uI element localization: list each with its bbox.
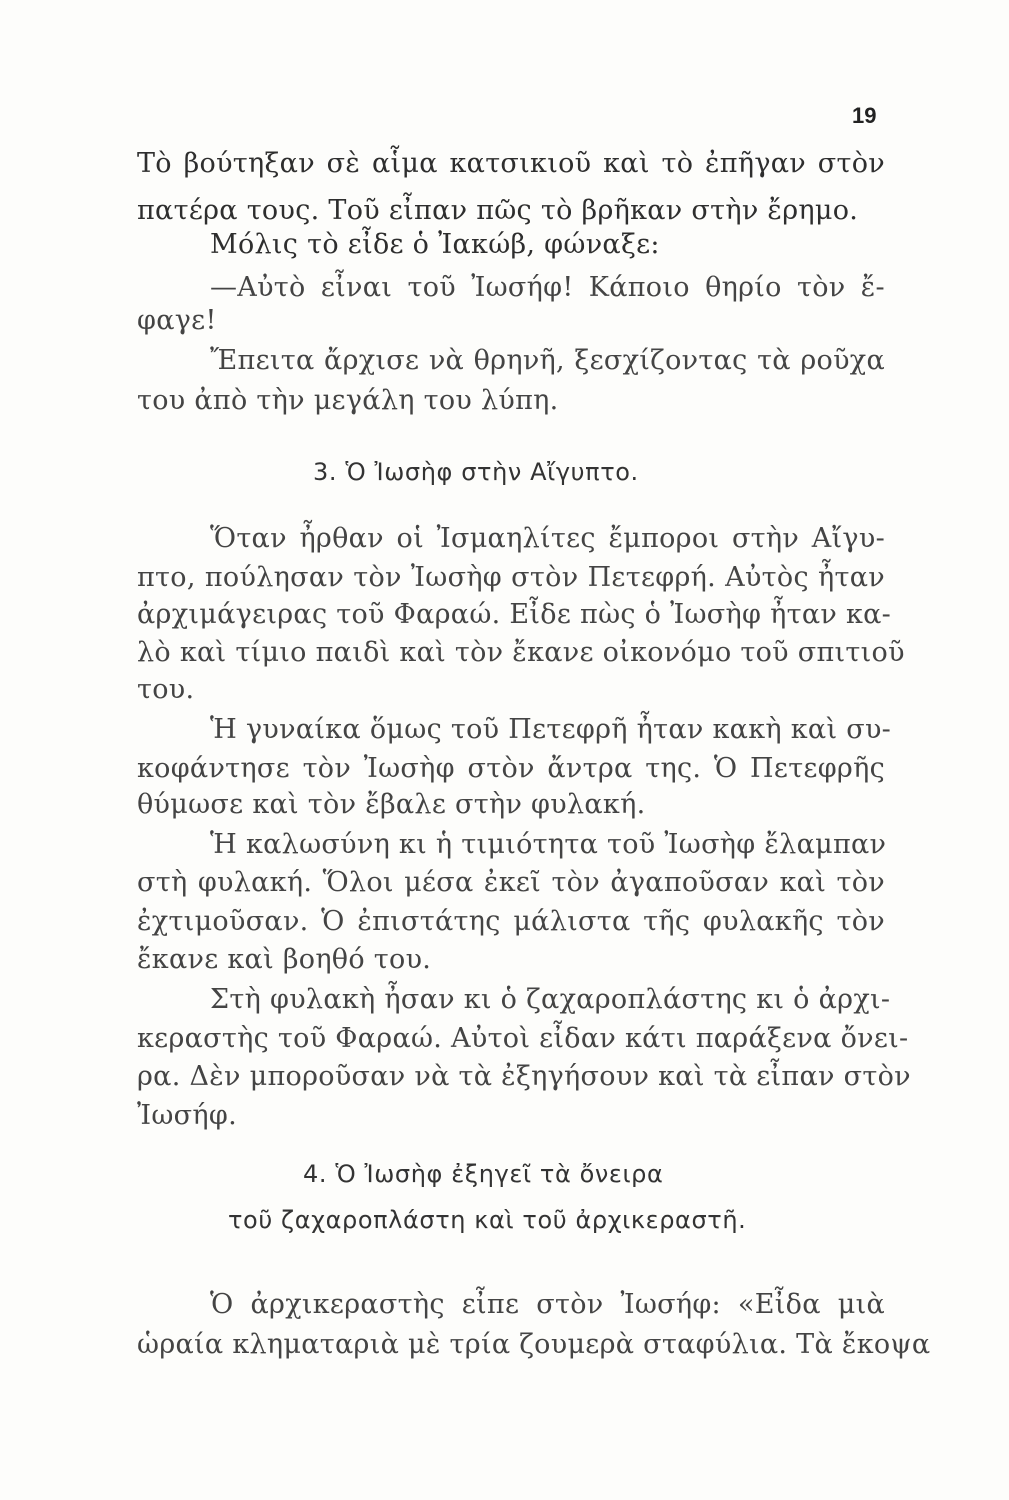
text-line: λὸ καὶ τίμιο παιδὶ καὶ τὸν ἔκανε οἰκονόμο τοῦ σπιτιοῦ [137, 637, 905, 668]
text-line: πατέρα τους. Τοῦ εἶπαν πῶς τὸ βρῆκαν στὴν ἔρημο. [137, 195, 859, 226]
text-line: ἔκανε καὶ βοηθό του. [137, 944, 432, 975]
text-line: Στὴ φυλακὴ ἦσαν κι ὁ ζαχαροπλάστης κι ὁ ἀρχι- [210, 984, 891, 1015]
text-line: στὴ φυλακή. Ὅλοι μέσα ἐκεῖ τὸν ἀγαποῦσαν καὶ τὸν [137, 867, 885, 898]
text-line: Ὁ ἀρχικεραστὴς εἶπε στὸν Ἰωσήφ: «Εἶδα μιὰ [210, 1289, 885, 1320]
text-line: φαγε! [137, 305, 217, 336]
text-line: του. [137, 674, 195, 705]
text-line: —Αὐτὸ εἶναι τοῦ Ἰωσήφ! Κάποιο θηρίο τὸν ἔ- [210, 272, 885, 303]
text-line: Ἰωσήφ. [137, 1100, 237, 1131]
text-line: Ὅταν ἦρθαν οἱ Ἰσμαηλίτες ἔμποροι στὴν Αἴγυ- [210, 523, 885, 554]
text-line: Τὸ βούτηξαν σὲ αἷμα κατσικιοῦ καὶ τὸ ἐπῆγαν στὸν [137, 148, 885, 179]
text-line: ἀρχιμάγειρας τοῦ Φαραώ. Εἶδε πὼς ὁ Ἰωσὴφ ἦταν κα- [137, 599, 892, 630]
text-line: Ἡ καλωσύνη κι ἡ τιμιότητα τοῦ Ἰωσὴφ ἔλαμπαν [210, 829, 887, 860]
text-line: Ἔπειτα ἄρχισε νὰ θρηνῆ, ξεσχίζοντας τὰ ροῦχα [210, 345, 885, 376]
section-heading-4: 4. Ὁ Ἰωσὴφ ἐξηγεῖ τὰ ὄνειρα [303, 1160, 664, 1188]
text-line: πτο, πούλησαν τὸν Ἰωσὴφ στὸν Πετεφρή. Αὐτὸς ἦταν [137, 562, 885, 593]
text-line: Μόλις τὸ εἶδε ὁ Ἰακώβ, φώναξε: [210, 229, 660, 260]
text-line: ρα. Δὲν μποροῦσαν νὰ τὰ ἐξηγήσουν καὶ τὰ εἶπαν στὸν [137, 1061, 911, 1092]
text-line: κεραστὴς τοῦ Φαραώ. Αὐτοὶ εἶδαν κάτι παράξενα ὄνει- [137, 1023, 909, 1054]
text-line: ἐχτιμοῦσαν. Ὁ ἐπιστάτης μάλιστα τῆς φυλακῆς τὸν [137, 906, 885, 937]
text-line: θύμωσε καὶ τὸν ἔβαλε στὴν φυλακή. [137, 789, 646, 820]
text-line: του ἀπὸ τὴν μεγάλη του λύπη. [137, 385, 559, 416]
text-line: κοφάντησε τὸν Ἰωσὴφ στὸν ἄντρα της. Ὁ Πετεφρῆς [137, 753, 885, 784]
section-heading-3: 3. Ὁ Ἰωσὴφ στὴν Αἴγυπτο. [313, 458, 639, 486]
text-line: ὡραία κληματαριὰ μὲ τρία ζουμερὰ σταφύλια. Τὰ ἔκοψα [137, 1329, 931, 1360]
page-number: 19 [852, 103, 877, 128]
section-heading-4-subtitle: τοῦ ζαχαροπλάστη καὶ τοῦ ἀρχικεραστῆ. [228, 1206, 747, 1234]
text-line: Ἡ γυναίκα ὅμως τοῦ Πετεφρῆ ἦταν κακὴ καὶ συ- [210, 714, 892, 745]
